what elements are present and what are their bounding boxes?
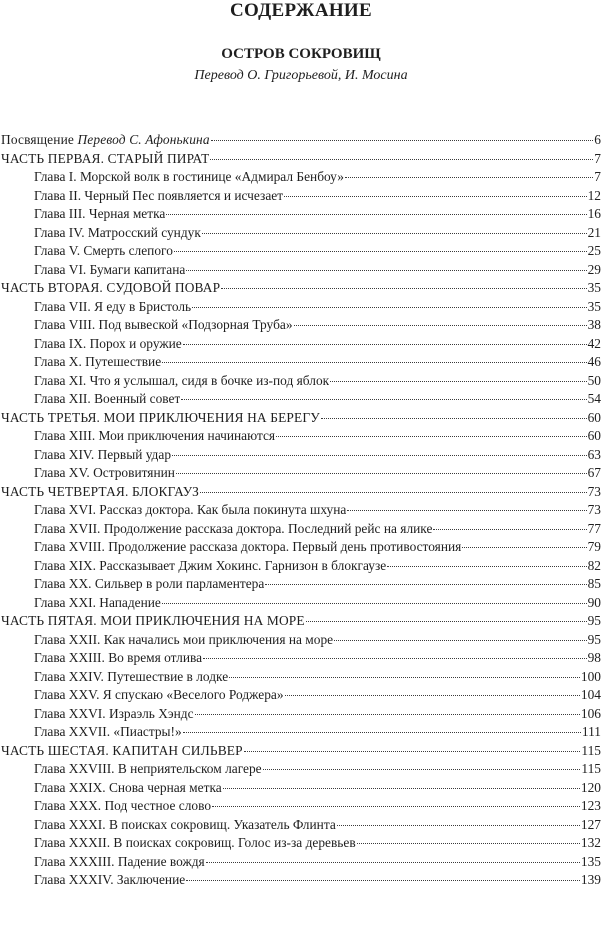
page-number: 85: [587, 576, 601, 591]
dot-leader: [176, 473, 587, 474]
page-number: 111: [581, 724, 601, 739]
translators-credit: Перевод О. Григорьевой, И. Мосина: [194, 68, 408, 83]
toc-chapter-entry[interactable]: [0, 205, 601, 224]
dot-leader: [244, 751, 581, 752]
chapter-title: Глава XI. Что я услышал, сидя в бочке из-под яблок: [34, 372, 330, 388]
dot-leader: [200, 492, 587, 493]
toc-chapter-entry[interactable]: [0, 390, 601, 409]
page-number: 54: [587, 391, 601, 406]
chapter-title: Глава XXIX. Снова черная метка: [34, 779, 222, 795]
page-number: 38: [587, 317, 601, 332]
part-title: ЧАСТЬ ТРЕТЬЯ. МОИ ПРИКЛЮЧЕНИЯ НА БЕРЕГУ: [1, 409, 320, 425]
toc-chapter-entry[interactable]: [0, 779, 601, 798]
chapter-title: Глава XXIII. Во время отлива: [34, 650, 203, 665]
dot-leader: [181, 399, 586, 400]
toc-chapter-entry[interactable]: [0, 557, 601, 576]
toc-part-entry[interactable]: [0, 483, 601, 502]
part-title: ЧАСТЬ ЧЕТВЕРТАЯ. БЛОКГАУЗ: [1, 483, 200, 499]
chapter-title: Глава XVI. Рассказ доктора. Как была покинута шхуна: [34, 502, 347, 517]
dot-leader: [206, 862, 580, 863]
toc-chapter-entry[interactable]: [0, 316, 601, 335]
toc-chapter-entry[interactable]: [0, 298, 601, 317]
toc-chapter-entry[interactable]: [0, 871, 601, 890]
dot-leader: [229, 677, 580, 678]
toc-part-entry[interactable]: [0, 150, 601, 169]
chapter-title: Глава IV. Матросский сундук: [34, 224, 201, 240]
chapter-title: Глава II. Черный Пес появляется и исчезает: [34, 187, 284, 203]
page-number: 21: [587, 224, 601, 240]
dot-leader: [172, 455, 587, 456]
chapter-title: Глава VIII. Под вывеской «Подзорная Труба»: [34, 317, 293, 332]
page-number: 73: [587, 483, 601, 499]
part-title: ЧАСТЬ ВТОРАЯ. СУДОВОЙ ПОВАР: [1, 280, 221, 295]
chapter-title: Глава XIV. Первый удар: [34, 446, 172, 462]
toc-chapter-entry[interactable]: [0, 261, 601, 280]
toc-chapter-entry[interactable]: [0, 668, 601, 687]
toc-chapter-entry[interactable]: [0, 372, 601, 391]
dot-leader: [212, 806, 580, 807]
page-number: 63: [587, 446, 601, 462]
chapter-title: Глава XVII. Продолжение рассказа доктора. Последний рейс на ялике: [34, 520, 433, 536]
chapter-title: Глава XXVI. Израэль Хэндс: [34, 705, 194, 721]
toc-entry-dedication[interactable]: [0, 131, 601, 150]
page-number: 79: [587, 539, 601, 554]
page-number: 7: [594, 169, 601, 184]
page-number: 42: [587, 335, 601, 351]
dot-leader: [357, 843, 580, 844]
dedication-label: Посвящение: [1, 132, 74, 147]
dot-leader: [284, 196, 587, 197]
dot-leader: [202, 233, 587, 234]
page-number: 115: [581, 742, 601, 758]
page-number: 139: [580, 872, 601, 887]
toc-chapter-entry[interactable]: [0, 501, 601, 520]
chapter-title: Глава XXX. Под честное слово: [34, 798, 212, 813]
page-number: 127: [580, 816, 601, 832]
chapter-title: Глава XXVIII. В неприятельском лагере: [34, 761, 262, 776]
page-number: 35: [587, 280, 601, 295]
dot-leader: [183, 344, 587, 345]
dot-leader: [285, 695, 580, 696]
toc-part-entry[interactable]: [0, 279, 601, 298]
page-number: 67: [587, 465, 601, 480]
page-number: 35: [587, 298, 601, 314]
page-number: 100: [580, 668, 601, 684]
dot-leader: [433, 529, 586, 530]
chapter-title: Глава XX. Сильвер в роли парламентера: [34, 576, 265, 591]
dot-leader: [345, 177, 593, 178]
dot-leader: [203, 658, 587, 659]
chapter-title: Глава XXV. Я спускаю «Веселого Роджера»: [34, 687, 284, 702]
toc-chapter-entry[interactable]: [0, 705, 601, 724]
dot-leader: [330, 381, 586, 382]
dot-leader: [263, 769, 581, 770]
dot-leader: [211, 140, 594, 141]
toc-chapter-entry[interactable]: [0, 464, 601, 483]
page-number: 77: [587, 520, 601, 536]
part-title: ЧАСТЬ ШЕСТАЯ. КАПИТАН СИЛЬВЕР: [1, 742, 243, 758]
chapter-title: Глава XXII. Как начались мои приключения на море: [34, 631, 334, 647]
chapter-title: Глава VII. Я еду в Бристоль: [34, 298, 192, 314]
toc-chapter-entry[interactable]: [0, 168, 601, 187]
page-number: 104: [580, 687, 601, 702]
dot-leader: [166, 214, 586, 215]
dot-leader: [162, 603, 587, 604]
dot-leader: [186, 880, 580, 881]
toc-chapter-entry[interactable]: [0, 335, 601, 354]
toc-chapter-entry[interactable]: [0, 242, 601, 261]
dot-leader: [334, 640, 587, 641]
toc-chapter-entry[interactable]: [0, 575, 601, 594]
chapter-title: Глава XXIV. Путешествие в лодке: [34, 668, 229, 684]
page-number: 6: [594, 132, 601, 147]
toc-chapter-entry[interactable]: [0, 538, 601, 557]
page-title: СОДЕРЖАНИЕ: [230, 0, 372, 21]
page-number: 12: [587, 187, 601, 203]
dot-leader: [276, 436, 587, 437]
chapter-title: Глава XXXI. В поисках сокровищ. Указатель Флинта: [34, 816, 336, 832]
toc-chapter-entry[interactable]: [0, 723, 601, 742]
toc-chapter-entry[interactable]: [0, 353, 601, 372]
toc-chapter-entry[interactable]: [0, 834, 601, 853]
toc-part-entry[interactable]: [0, 612, 601, 631]
toc-chapter-entry[interactable]: [0, 797, 601, 816]
chapter-title: Глава XXVII. «Пиастры!»: [34, 724, 182, 739]
book-title: ОСТРОВ СОКРОВИЩ: [221, 46, 381, 62]
toc-part-entry[interactable]: [0, 409, 601, 428]
chapter-title: Глава III. Черная метка: [34, 206, 166, 221]
toc-chapter-entry[interactable]: [0, 816, 601, 835]
chapter-title: Глава X. Путешествие: [34, 354, 162, 369]
dot-leader: [195, 714, 580, 715]
chapter-title: Глава XXXIV. Заключение: [34, 872, 186, 887]
dot-leader: [162, 362, 586, 363]
dedication-translator: Перевод С. Афонькина: [77, 132, 210, 147]
page-number: 132: [580, 835, 601, 850]
toc-chapter-entry[interactable]: [0, 760, 601, 779]
page-number: 123: [580, 798, 601, 813]
dot-leader: [294, 325, 587, 326]
dot-leader: [192, 307, 586, 308]
page-number: 29: [587, 261, 601, 277]
part-title: ЧАСТЬ ПЯТАЯ. МОИ ПРИКЛЮЧЕНИЯ НА МОРЕ: [1, 613, 305, 628]
chapter-title: Глава XXI. Нападение: [34, 594, 161, 610]
chapter-title: Глава XV. Островитянин: [34, 465, 175, 480]
page-number: 73: [587, 502, 601, 517]
dot-leader: [210, 159, 593, 160]
page-number: 135: [580, 853, 601, 869]
dot-leader: [306, 621, 587, 622]
dot-leader: [223, 788, 580, 789]
chapter-title: Глава VI. Бумаги капитана: [34, 261, 186, 277]
chapter-title: Глава V. Смерть слепого: [34, 243, 173, 258]
part-title: ЧАСТЬ ПЕРВАЯ. СТАРЫЙ ПИРАТ: [1, 150, 210, 166]
page-number: 46: [587, 354, 601, 369]
table-of-contents: [0, 131, 601, 890]
toc-chapter-entry[interactable]: [0, 520, 601, 539]
chapter-title: Глава XIX. Рассказывает Джим Хокинс. Гарнизон в блокгаузе: [34, 557, 387, 573]
page-number: 95: [587, 631, 601, 647]
toc-chapter-entry[interactable]: [0, 427, 601, 446]
chapter-title: Глава XVIII. Продолжение рассказа доктора. Первый день противостояния: [34, 539, 462, 554]
dot-leader: [183, 732, 581, 733]
dot-leader: [186, 270, 586, 271]
dot-leader: [174, 251, 587, 252]
dot-leader: [221, 288, 586, 289]
chapter-title: Глава I. Морской волк в гостинице «Адмирал Бенбоу»: [34, 169, 344, 184]
dot-leader: [337, 825, 580, 826]
dot-leader: [321, 418, 587, 419]
page-number: 95: [587, 613, 601, 628]
toc-chapter-entry[interactable]: [0, 594, 601, 613]
chapter-title: Глава XXXIII. Падение вождя: [34, 853, 205, 869]
toc-chapter-entry[interactable]: [0, 853, 601, 872]
page-number: 25: [587, 243, 601, 258]
page-number: 98: [587, 650, 601, 665]
toc-chapter-entry[interactable]: [0, 187, 601, 206]
dot-leader: [387, 566, 586, 567]
toc-chapter-entry[interactable]: [0, 686, 601, 705]
page-number: 60: [587, 428, 601, 443]
page-number: 115: [581, 761, 601, 776]
chapter-title: Глава XII. Военный совет: [34, 391, 181, 406]
page-number: 120: [580, 779, 601, 795]
page-number: 7: [594, 150, 601, 166]
dot-leader: [265, 584, 586, 585]
page-number: 60: [587, 409, 601, 425]
page-number: 90: [587, 594, 601, 610]
dot-leader: [462, 547, 586, 548]
toc-chapter-entry[interactable]: [0, 631, 601, 650]
toc-chapter-entry[interactable]: [0, 649, 601, 668]
dedication-title: [1, 131, 210, 150]
chapter-title: Глава IX. Порох и оружие: [34, 335, 182, 351]
page-number: 106: [580, 705, 601, 721]
dot-leader: [347, 510, 586, 511]
chapter-title: Глава XIII. Мои приключения начинаются: [34, 428, 276, 443]
page-number: 50: [587, 372, 601, 388]
chapter-title: Глава XXXII. В поисках сокровищ. Голос из-за деревьев: [34, 835, 356, 850]
toc-chapter-entry[interactable]: [0, 446, 601, 465]
page-number: 16: [587, 206, 601, 221]
toc-chapter-entry[interactable]: [0, 224, 601, 243]
page-number: 82: [587, 557, 601, 573]
toc-part-entry[interactable]: [0, 742, 601, 761]
